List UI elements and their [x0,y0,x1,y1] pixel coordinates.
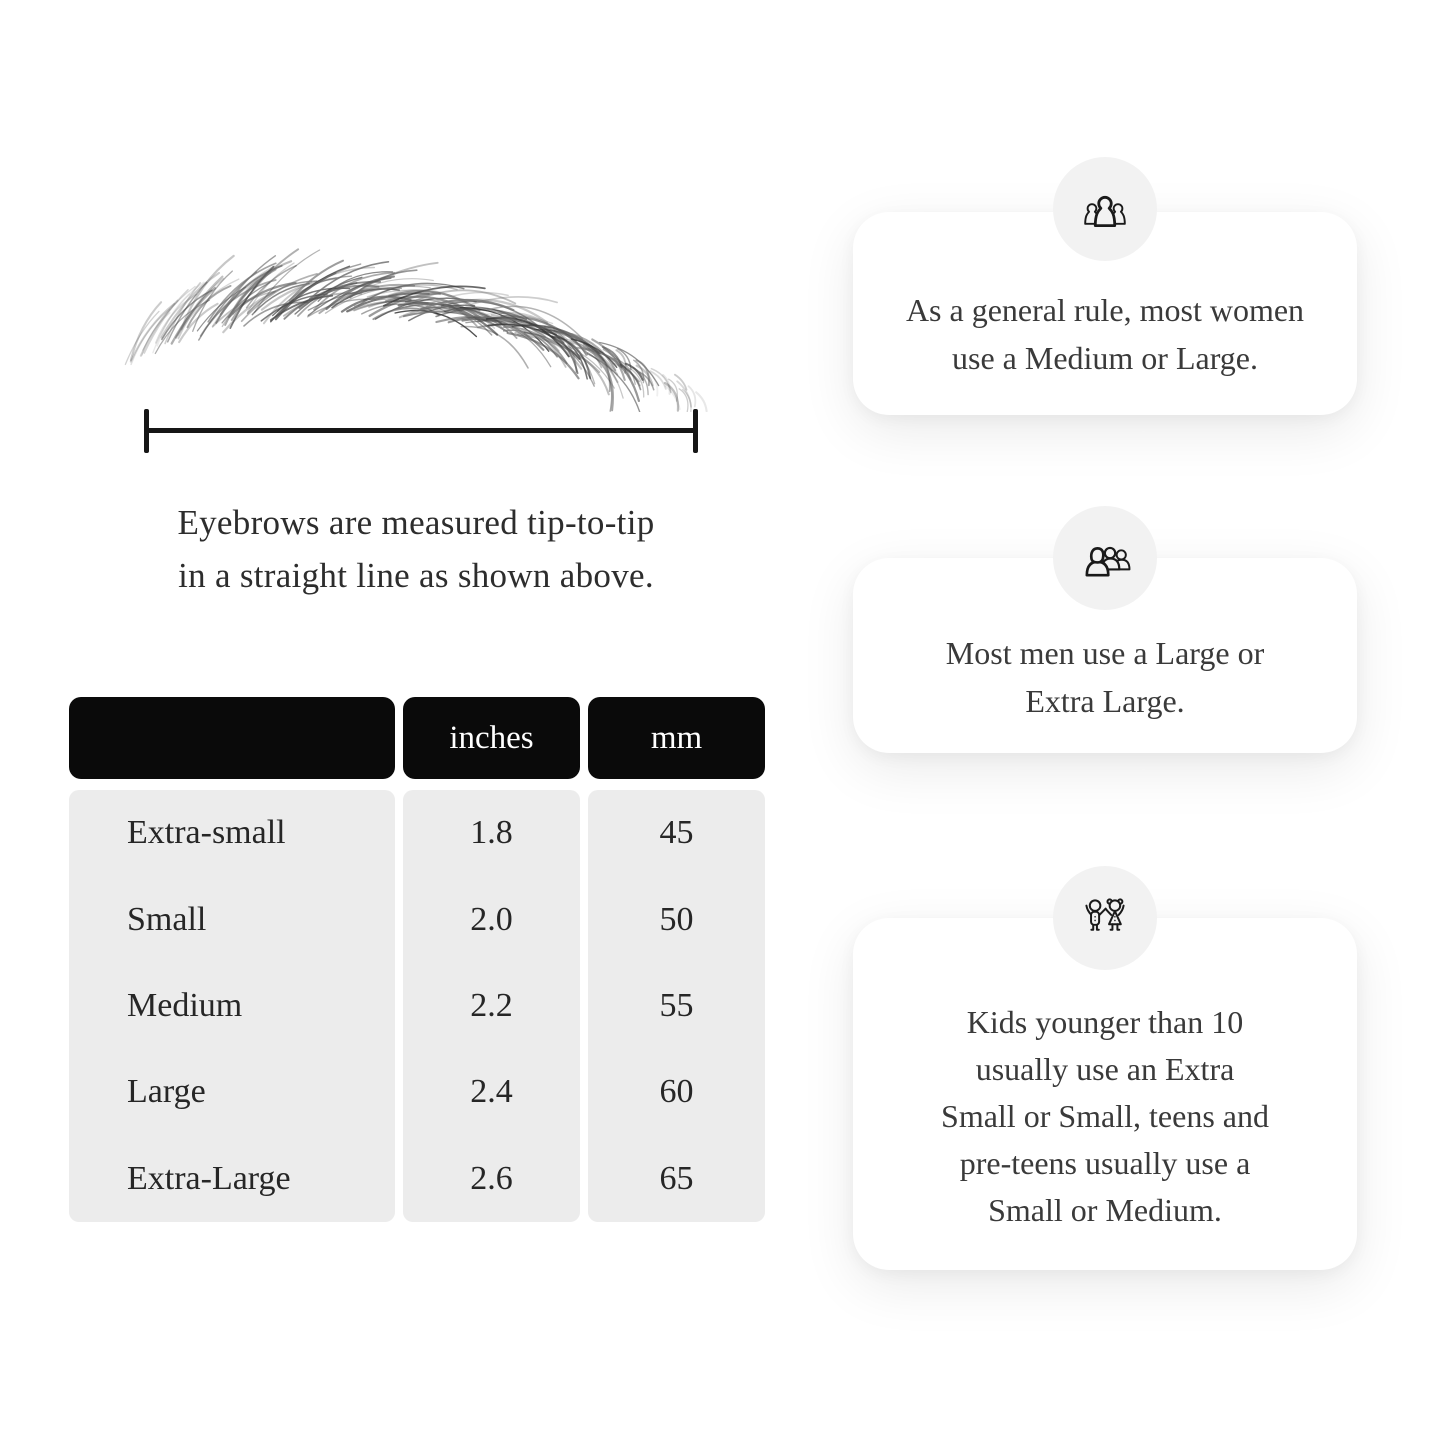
table-cell-inches: 2.0 [470,900,513,938]
measurement-line [146,428,697,433]
table-cell-size: Large [127,1073,206,1111]
men-badge [1053,506,1157,610]
table-column-size [69,790,395,1222]
table-cell-mm: 45 [659,814,694,852]
table-column-mm [588,790,765,1222]
measurement-caption [64,496,768,602]
table-cell-inches: 2.2 [470,986,513,1024]
measurement-line-right-tick [693,409,698,453]
card-text-line: Most men use a Large or [945,635,1265,671]
table-cell-inches: 2.6 [470,1159,513,1197]
table-cell-size: Small [127,900,207,938]
table-cell-mm: 55 [659,986,694,1024]
card-text-line: usually use an Extra [975,1051,1235,1087]
eyebrow-illustration [105,222,717,412]
measurement-line-left-tick [144,409,149,453]
card-women-text [869,286,1341,382]
table-cell-size: Extra-Large [127,1159,291,1197]
table-header-size [69,697,395,779]
card-text-line: As a general rule, most women [905,292,1305,328]
card-text-line: Kids younger than 10 [966,1004,1244,1040]
card-text-line: pre-teens usually use a [959,1145,1251,1181]
card-men-text [869,629,1341,725]
kids-icon [1074,887,1136,949]
table-cell-size: Extra-small [127,814,286,852]
women-badge [1053,157,1157,261]
men-group-icon [1074,527,1136,589]
card-text-line: Small or Small, teens and [941,1098,1269,1134]
card-text-line: Extra Large. [1025,683,1185,719]
card-kids-text [869,999,1341,1234]
table-header-inches: inches [403,697,580,779]
table-cell-inches: 1.8 [470,814,513,852]
table-cell-mm: 60 [659,1073,694,1111]
table-cell-size: Medium [127,986,243,1024]
table-header-mm: mm [588,697,765,779]
card-kids-sizing [853,918,1357,1270]
card-text-line: use a Medium or Large. [952,340,1258,376]
table-column-inches [403,790,580,1222]
caption-line: Eyebrows are measured tip-to-tip [177,503,655,542]
kids-badge [1053,866,1157,970]
women-group-icon [1074,178,1136,240]
caption-line: in a straight line as shown above. [178,556,654,595]
card-text-line: Small or Medium. [988,1192,1222,1228]
table-cell-mm: 65 [659,1159,694,1197]
table-cell-inches: 2.4 [470,1073,513,1111]
table-cell-mm: 50 [659,900,694,938]
